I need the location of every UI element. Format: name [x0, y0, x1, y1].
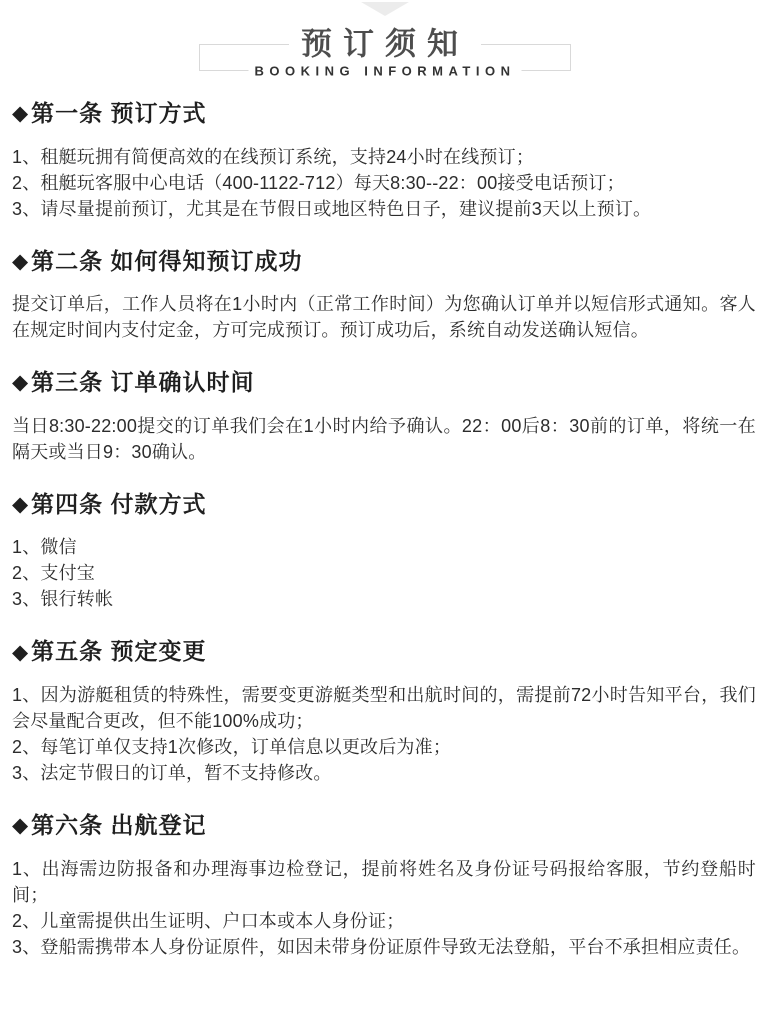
- diamond-icon: ◆: [12, 814, 30, 838]
- section-body: [12, 534, 756, 612]
- section-body: [12, 856, 756, 960]
- diamond-icon: ◆: [12, 371, 30, 395]
- rule-section: [12, 248, 756, 344]
- rule-line: 3、法定节假日的订单，暂不支持修改。: [12, 762, 332, 783]
- rule-section: [12, 100, 756, 222]
- collapse-triangle-icon: [361, 2, 409, 16]
- rule-line: 3、银行转帐: [12, 589, 114, 610]
- section-heading: [12, 491, 756, 519]
- diamond-icon: ◆: [12, 640, 30, 664]
- rule-section: [12, 812, 756, 960]
- section-heading: [12, 369, 756, 397]
- rule-line: 当日8:30-22:00提交的订单我们会在1小时内给予确认。22：00后8：30前的订单，将统一在隔天或当日9：30确认。: [12, 415, 756, 462]
- rule-line: 2、每笔订单仅支持1次修改，订单信息以更改后为准；: [12, 736, 452, 757]
- section-heading-text: 第四条 付款方式: [31, 490, 207, 517]
- section-body: [12, 144, 756, 222]
- rule-section: [12, 491, 756, 613]
- rule-section: [12, 369, 756, 465]
- diamond-icon: ◆: [12, 249, 30, 273]
- rule-line: 1、因为游艇租赁的特殊性，需要变更游艇类型和出航时间的，需提前72小时告知平台，我们会尽量配合更改，但不能100%成功；: [12, 684, 756, 731]
- section-heading: [12, 248, 756, 276]
- section-heading: [12, 100, 756, 128]
- section-heading-text: 第六条 出航登记: [31, 811, 207, 838]
- sections: [0, 100, 770, 960]
- rule-line: 3、请尽量提前预订，尤其是在节假日或地区特色日子，建议提前3天以上预订。: [12, 198, 652, 219]
- page-title: 预订须知: [289, 29, 481, 60]
- section-body: [12, 682, 756, 786]
- section-heading-text: 第一条 预订方式: [31, 100, 207, 126]
- section-heading: [12, 638, 756, 666]
- section-heading-text: 第三条 订单确认时间: [31, 369, 255, 396]
- rule-section: [12, 638, 756, 786]
- rule-line: 1、微信: [12, 537, 77, 558]
- rule-line: 2、租艇玩客服中心电话（400-1122-712）每天8:30--22：00接受电话预订；: [12, 172, 625, 193]
- rule-line: 2、儿童需提供出生证明、户口本或本人身份证；: [12, 910, 405, 931]
- rule-line: 1、出海需边防报备和办理海事边检登记，提前将姓名及身份证号码报给客服，节约登船时间；: [12, 858, 756, 905]
- page-subtitle: BOOKING INFORMATION: [249, 65, 522, 78]
- diamond-icon: ◆: [12, 493, 30, 517]
- page-header: [0, 0, 770, 88]
- section-heading: [12, 812, 756, 840]
- rule-line: 提交订单后，工作人员将在1小时内（正常工作时间）为您确认订单并以短信形式通知。客人在规定时间内支付定金，方可完成预订。预订成功后，系统自动发送确认短信。: [12, 294, 756, 341]
- diamond-icon: ◆: [12, 102, 30, 126]
- section-body: [12, 291, 756, 343]
- rule-line: 2、支付宝: [12, 563, 96, 584]
- rule-line: 3、登船需携带本人身份证原件，如因未带身份证原件导致无法登船，平台不承担相应责任。: [12, 936, 751, 957]
- section-body: [12, 413, 756, 465]
- section-heading-text: 第二条 如何得知预订成功: [31, 247, 303, 274]
- rule-line: 1、租艇玩拥有简便高效的在线预订系统，支持24小时在线预订；: [12, 146, 535, 167]
- section-heading-text: 第五条 预定变更: [31, 638, 207, 665]
